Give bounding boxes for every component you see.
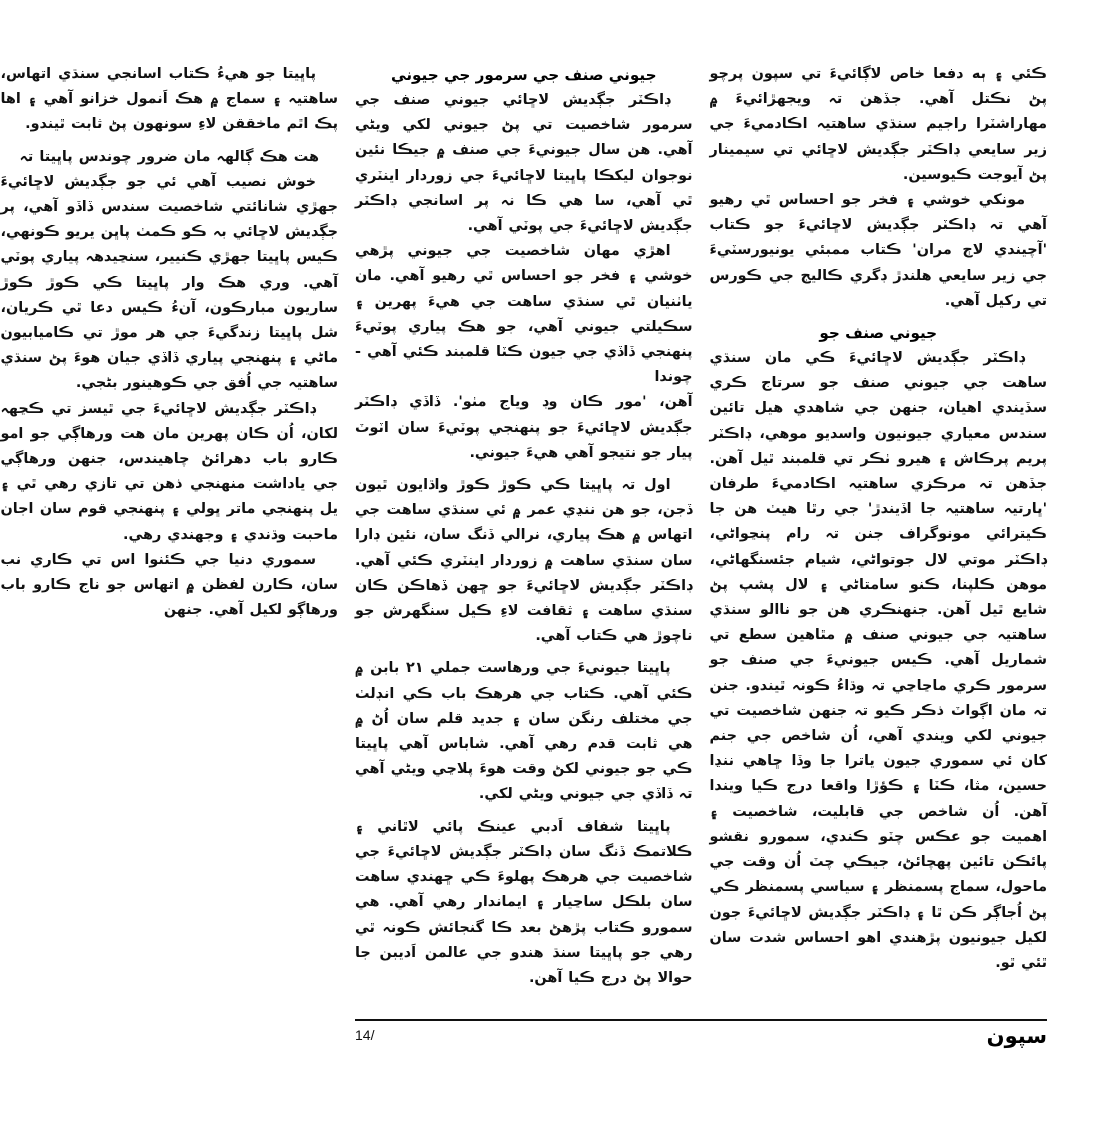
paragraph: اول تہ پاڀيتا ڪي ڪوڙ ڪوڙ واڌايون ٿيون ڏجن، جو هن ننڍي عمر ۾ ئي سنڌي ساهت جي اتهاس ۾ هڪ پياري، نرالي ڏنگ سان، نئين ڊارا سان سنڌي ساهت ۾ زوردار اينٽري ڪئي آهي. ڊاڪٽر جڳديش لاڇائيءَ جو ڇهن ڏهاڪن ڪان سنڌي ساهت ۽ ثقافت لاءِ ڪيل سنگهرش جو ناچوڙ هي ڪتاب آهي. (355, 477, 693, 645)
paragraph: پاڀيتا جو هيءُ ڪتاب اسانجي سنڌي اتهاس، ساهتيہ ۽ سماج ۾ هڪ اَنمول خزانو آهي ۽ اها پڪ اٿم ماخققن لاءِ سونهون پڻ ثابت ٿيندو. (0, 66, 338, 133)
footer-row (355, 1023, 1047, 1063)
paragraph: آهن، 'مور ڪان وڊ وياج مٺو'. ڏاڏي ڊاڪٽر جڳديش لاڇائيءَ جو پنهنجي پوٽيءَ سان اٽوٽ پيار جو نتيجو آهي هيءَ جيوني. (355, 394, 693, 461)
paragraph: سموري دنيا جي ڪئنوا اس تي ڪاري نب سان، ڪارن لفظن ۾ اتهاس جو ناج ڪارو باب ورهاڳو لکيل آهي. جنهن (0, 551, 338, 619)
page-number: 14/ (355, 1027, 375, 1043)
footer-divider (355, 1019, 1047, 1021)
paragraph: ڪئي ۽ ٻه دفعا خاص لاڳائيءَ تي سپون پرچو پڻ نڪتل آهي. جڏهن تہ ويجهڙائيءَ ۾ مهاراشٽرا راجيم سنڌي ساهتيہ اڪادميءَ جي زير سايعي ڊاڪٽر جڳديش لاڇائي تي سيمينار پڻ آيوجت ڪيوسين. (709, 66, 1047, 183)
page-footer (355, 1019, 1047, 1065)
page-body-columns (0, 62, 1047, 1000)
paragraph: ڊاڪٽر جڳديش لاڇائي جيوني صنف جي سرمور شاخصيت تي پڻ جيوني لکي ويڻي آهي. هن سال جيونيءَ جي صنف ۾ جيڪا نئين نوجوان ليکڪا پاڀيتا لاڇائيءَ جي زوردار اينٽري ٿي آهي، سا هي ڪا نہ پر اسانجي ڊاڪٽر جڳديش لاڇائيءَ جي پوٽي آهي. (355, 92, 693, 235)
magazine-name: سپون (986, 1024, 1047, 1048)
paragraph: ڊاڪٽر جڳديش لاڇائيءَ جي ٿيسز تي ڪڃهہ لکان، اُن ڪان پهرين مان هت ورهاڳي جو امو ڪارو باب دهرائڻ چاهيندس، جنهن ورهاڳي جي ياداشت منهنجي ذهن تي تازي رهي ٿي ۽ يل پنهنجي ماتر ڀولي ۽ پنهنجي قوم سان اجان ماحبت وڌندي ۽ وجهندي رهي. (0, 400, 338, 543)
paragraph: اهڙي مهان شاخصيت جي جيوني پڙهي خوشي ۽ فخر جو احساس ٿي رهيو آهي. مان ياٺنيان ٿي سنڌي ساهت جي هيءَ پهرين ۽ سڪيلتي جيوني آهي، جو هڪ پياري پوٽيءَ پنهنجي ڏاڏي جي جيون ڪٽا قلمبند ڪئي آهي - چوندا (355, 243, 693, 386)
section-heading-jeevni-sanf-jo: جيوني صنف جو (819, 324, 938, 343)
paragraph-centered: هت هڪ ڳالهہ مان ضرور چوندس پاڀيتا تہ (19, 148, 319, 165)
paragraph: پاڀيتا شفاف اَدبي عينڪ پائي لاٿاني ۽ ڪلاتمڪ ڏنگ سان ڊاڪٽر جڳديش لاڇائيءَ جي شاخصيت جي هرهڪ پهلوءَ ڪي ڇهندي ساهت سان بلڪل ساڃيار ۽ ايماندار رهي آهي. هي سمورو ڪتاب پڙهڻ بعد ڪا گنجائش ڪونہ ٿي رهي جو پاڀيتا سنڌ هندو جي عالمن اَديبن جا حوالا پڻ درج ڪيا آهن. (355, 818, 693, 986)
paragraph: مونکي خوشي ۽ فخر جو احساس ٿي رهيو آهي تہ ڊاڪٽر جڳديش لاڇائيءَ جو ڪتاب 'آچيندي لاڄ مران' ڪتاب ممبئي يونيورسٽيءَ جي زير سايعي هلندڙ ڊگري ڪاليج جي ڪورس تي رکيل آهي. (709, 192, 1047, 309)
paragraph: خوش نصيب آهي ئي جو جڳديش لاڇائيءَ جهڙي شانائتي شاخصيت سندس ڏاڏو آهي، پر جڳديش لاڇائي بہ ڪو ڪمٺ پاڀن يريو ڪونهي، ڪيس پاڀيتا جهڙي ڪنيير، سنڃيدهہ پياري پوٽي آهي. وري هڪ وار پاڀيتا ڪي ڪوڙ ڪوڙ ساريون مبارڪون، آنءُ ڪيس دعا ٿي ڪريان، شل پاڀيتا زندگيءَ جي هر موڙ تي ڪاميابيون ماڻي ۽ پنهنجي پياري ڏاڏي جيان هوءَ پڻ سنڌي ساهتيہ جي اُفق جي ڪوهينور بڻجي. (0, 173, 338, 392)
paragraph: پاڀيتا جيونيءَ جي ورهاست جملي ٢١ بابن ۾ ڪئي آهي. ڪتاب جي هرهڪ باب ڪي انڊلٺ جي مختلف رنگن سان ۽ جديد قلم سان اُڻ ۾ هي ثابت قدم رهي آهي. شاباس آهي پاڀيتا ڪي جو جيوني لکڻ وقت هوءَ پلاڃي ويڻي آهي تہ ڏاڏي جي جيوني ويڻي لکي. (355, 660, 693, 803)
paragraph: ڊاڪٽر جڳديش لاڇائيءَ ڪي مان سنڌي ساهت جي جيوني صنف جو سرتاج ڪري سڏيندي اهيان، جنهن جي شاهدي هيل تائين سندس معياري جيونيون واسديو موهي، ڊاڪٽر پريم پرڪاش ۽ هيرو ٺڪر تي قلمبند ٿيل آهن. جڏهن تہ مرڪزي ساهتيہ اڪادميءَ طرفان 'ڀارتيہ ساهتيہ جا اڏيندڙ' جي رٿا هيٺ هن جا ڪيترائي مونوگراف جنن تہ رام پنڃواڻي، ڊاڪٽر موتي لال جوتواڻي، شيام جئسنگهاڻي، موهن ڪلپنا، ڪنو سامتاڻي ۽ لال پشپ پڻ شايع ٿيل آهن. جنهنڪري هن جو ناالو سنڌي ساهتيہ جي جيوني صنف ۾ مٿاهين سطع تي شماريل آهي. ڪيس جيونيءَ جي صنف جو سرمور ڪري ماڃاڃي تہ وڌاءُ ڪونہ ٿيندو. جنن تہ مان اڳواٽ ذڪر ڪيو تہ جنهن شاخصيت تي جيوني لکي ويندي آهي، اُن شاخص جي جنم کان ئي سموري جيون ياترا جا وڏا ڇاهي ننڍا حسين، مثا، ڪٽا ۽ ڪؤڙا واقعا درج ڪيا ويندا آهن. اُن شاخص جي قابليت، شاخصيت ۽ اهميت جو عڪس چٽو ڪندي، سمورو نقشو پائڪن تائين پهچائڻ، جيڪي چٽ اُن وقت جي ماحول، سماج پسمنظر ۽ سياسي پسمنظر ڪي پڻ اُجاڳر ڪن ٿا ۽ ڊاڪٽر جڳديش لاڇائيءَ جون لکيل جيونيون پڙهندي اهو احساس شدت سان ٿئي ٿو. (709, 350, 1047, 971)
section-heading-jeevni-sanf-ji-sarmor: جيوني صنف جي سرمور جي جيوني (390, 66, 657, 84)
